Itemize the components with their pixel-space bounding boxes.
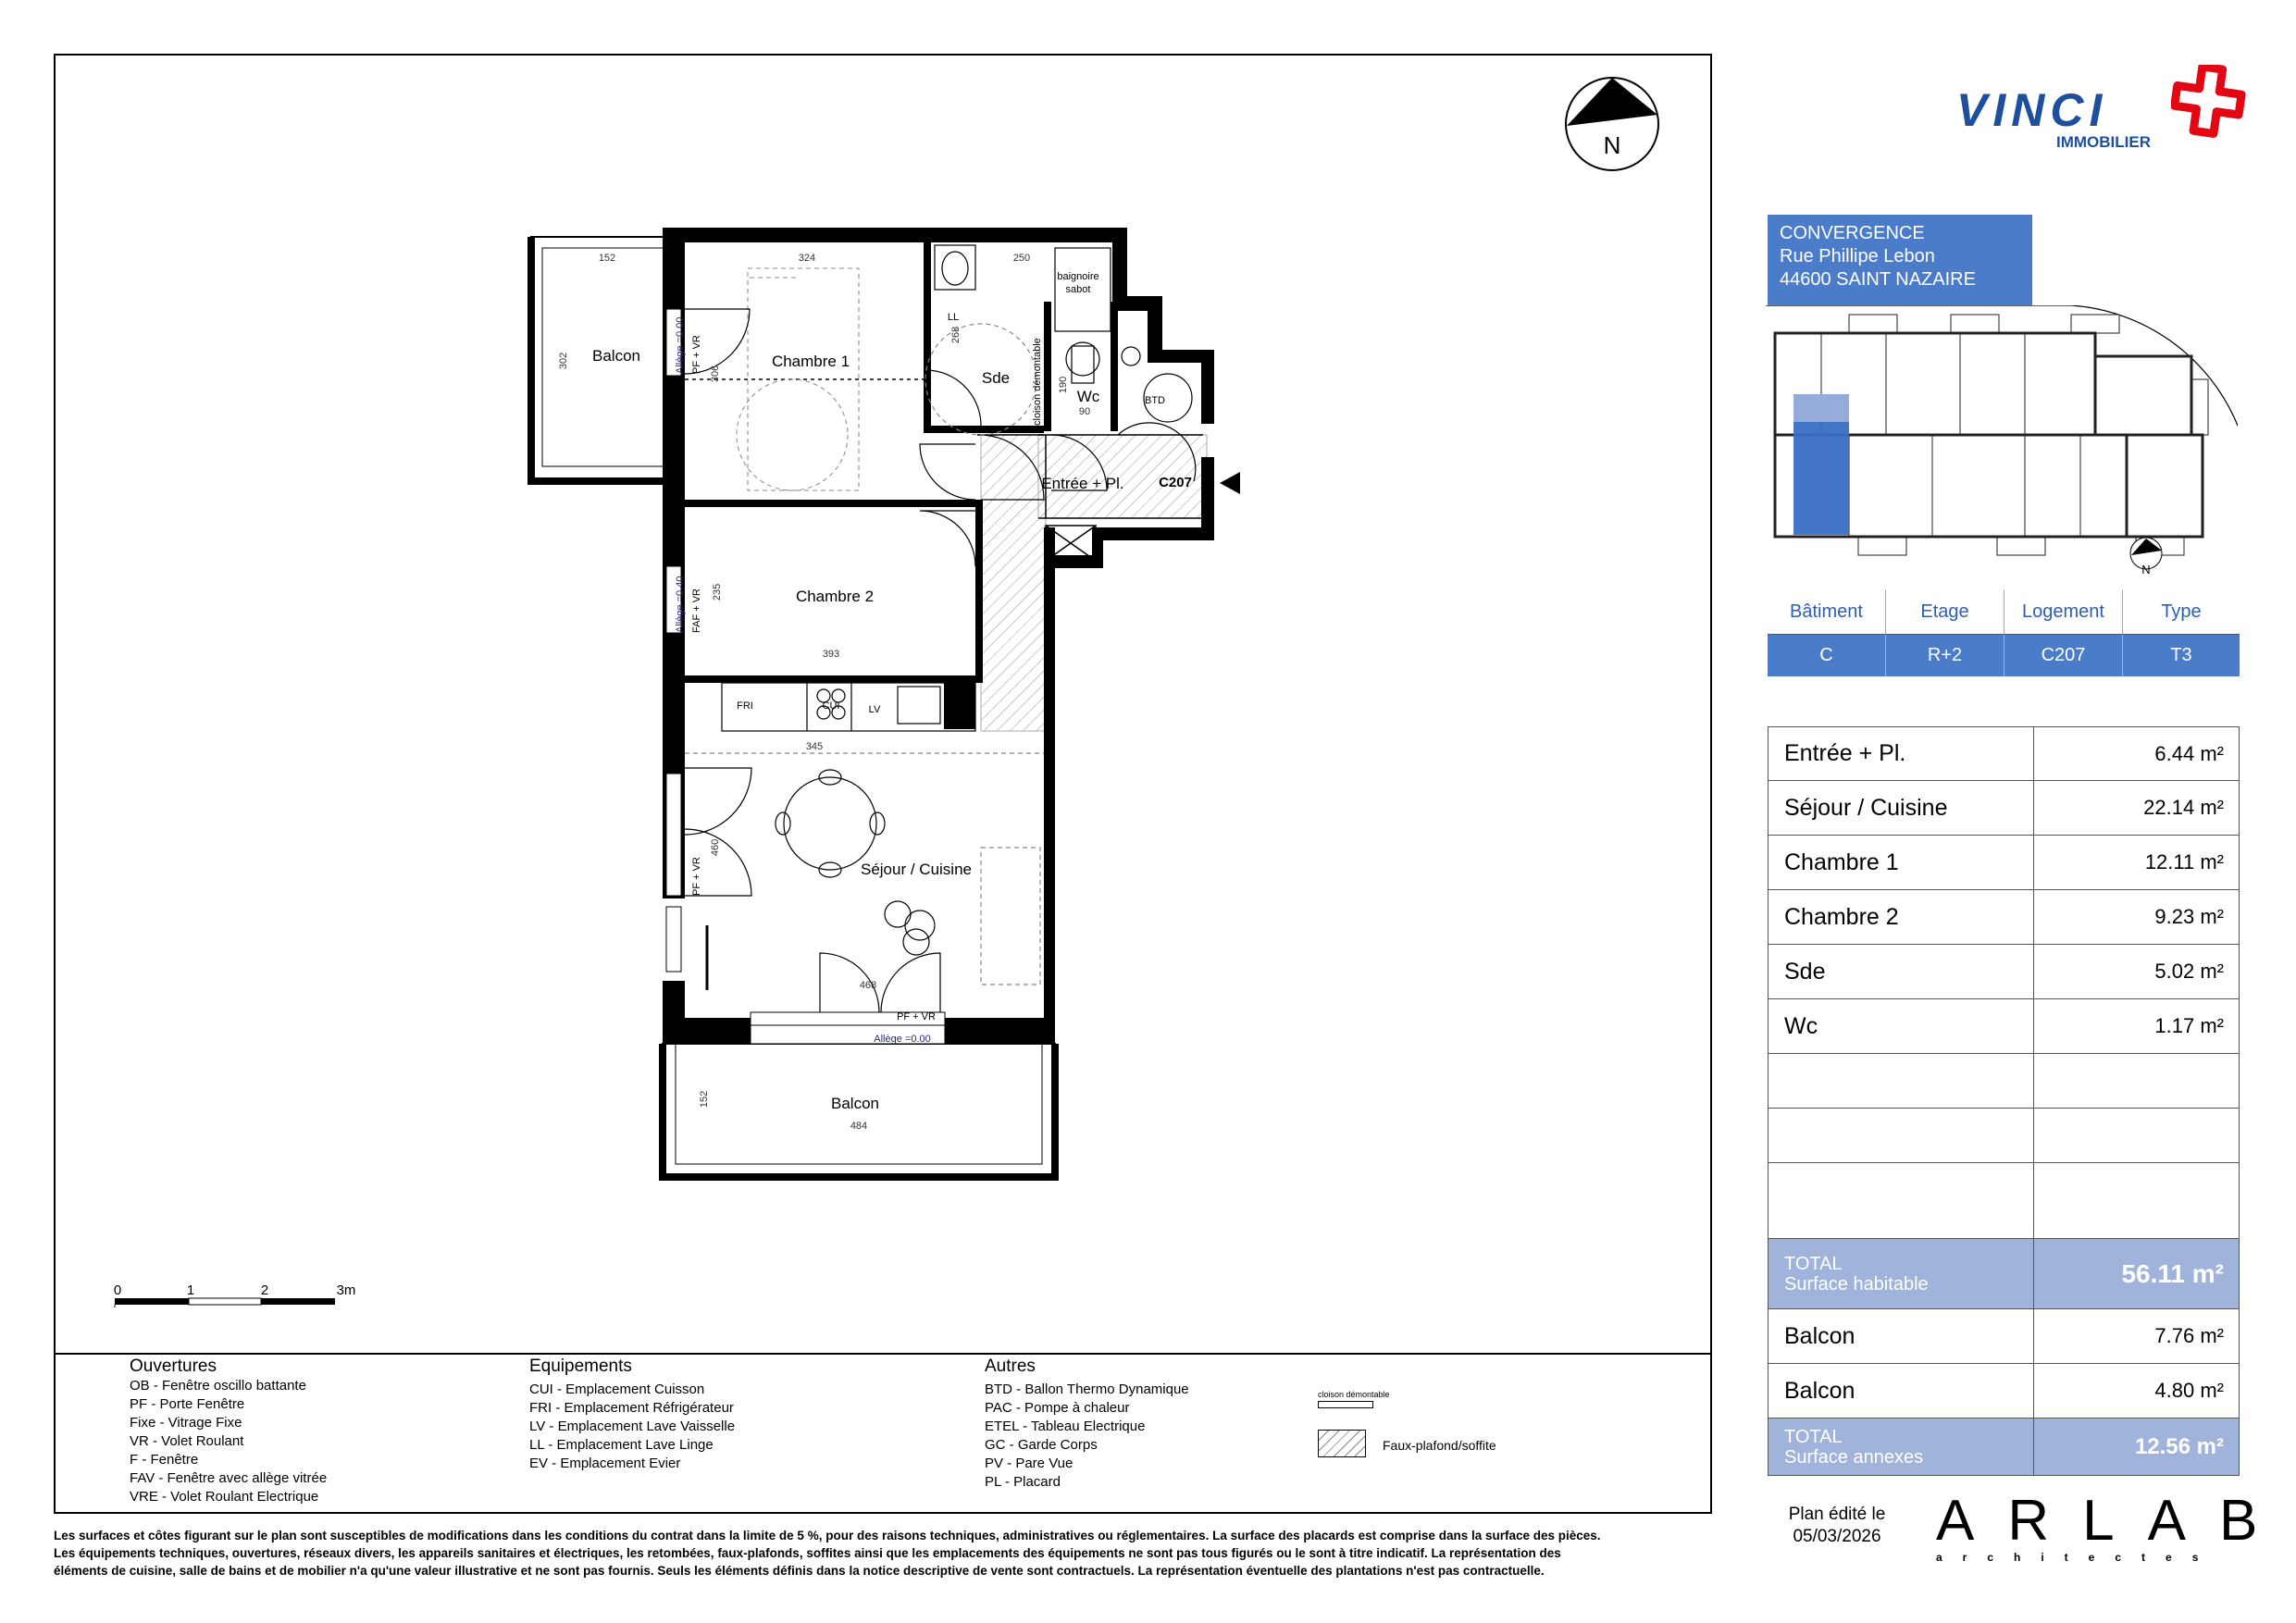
- label-allege-040: Allège =0.40: [675, 576, 686, 633]
- total-habitable-row: [1768, 1239, 2240, 1309]
- svg-text:N: N: [2141, 563, 2151, 576]
- project-street: Rue Phillipe Lebon: [1780, 246, 1935, 266]
- lot-value-type: T3: [2122, 635, 2240, 676]
- annexe-area: 4.80 m²: [2154, 1379, 2224, 1402]
- edition-date: [1768, 1504, 1906, 1548]
- kitchen: [722, 683, 975, 731]
- room-name: [1769, 1054, 2034, 1108]
- label-balcon-south: Balcon: [831, 1095, 879, 1112]
- disclaimer-line: Les surfaces et côtes figurant sur le plan sont susceptibles de modifications dans les conditions du contrat dans la limite de 5 %, pour des raisons techniques, administratives ou réglementaires. La surface des placards est comprise dans la surface des pièces.: [54, 1529, 1601, 1542]
- label-pf-vr: PF + VR: [691, 335, 702, 374]
- arlab-logo-sub: architectes: [1936, 1551, 2219, 1564]
- legend-cloison-swatch: [1318, 1401, 1373, 1408]
- label-chambre1: Chambre 1: [771, 353, 850, 370]
- annexe-name: Balcon: [1769, 1309, 2034, 1363]
- label-btd: BTD: [1145, 395, 1165, 406]
- room-area: 22.14 m²: [2143, 796, 2224, 819]
- table-row: [1768, 836, 2240, 890]
- lot-header-batiment: Bâtiment: [1790, 601, 1863, 622]
- total-habitable-label-2: Surface habitable: [1784, 1273, 1929, 1295]
- project-header: [1768, 215, 2032, 305]
- room-area: [2034, 1054, 2239, 1108]
- dim-152b: 152: [699, 1090, 710, 1109]
- project-city: 44600 SAINT NAZAIRE: [1780, 269, 1976, 290]
- room-area-table: [1768, 726, 2240, 1476]
- legend-item: F - Fenêtre: [130, 1452, 199, 1468]
- legend-item: PF - Porte Fenêtre: [130, 1396, 245, 1412]
- room-name: [1769, 1163, 2034, 1238]
- label-baignoire-2: sabot: [1065, 284, 1091, 295]
- label-sde: Sde: [981, 369, 1011, 387]
- dim-90: 90: [1078, 406, 1091, 417]
- legend-item: EV - Emplacement Evier: [529, 1456, 681, 1471]
- table-row: [1768, 1054, 2240, 1109]
- label-pf-vr-3: PF + VR: [897, 1011, 936, 1022]
- label-balcon-west: Balcon: [592, 347, 640, 365]
- project-name: CONVERGENCE: [1780, 223, 1925, 243]
- label-chambre2: Chambre 2: [795, 588, 875, 605]
- scale-2: 2: [260, 1282, 269, 1298]
- legend-equipements: [529, 1357, 735, 1473]
- label-lv: LV: [868, 704, 881, 715]
- dim-250: 250: [1012, 253, 1031, 264]
- legend-item: GC - Garde Corps: [985, 1437, 1098, 1453]
- legend-autres-title: Autres: [985, 1357, 1036, 1376]
- dim-460: 460: [710, 838, 721, 857]
- legend-item: LL - Emplacement Lave Linge: [529, 1437, 714, 1453]
- lot-header-logement: Logement: [2004, 589, 2122, 634]
- vinci-logo: [1956, 84, 2151, 152]
- scale-0: 0: [113, 1282, 122, 1298]
- north-arrow-icon: [1566, 78, 1658, 170]
- room-name: Entrée + Pl.: [1769, 727, 2034, 780]
- legend-item: PV - Pare Vue: [985, 1456, 1074, 1471]
- dim-345: 345: [805, 741, 824, 752]
- dim-324: 324: [798, 253, 816, 264]
- dim-306: 306: [710, 365, 721, 383]
- lot-value-etage: R+2: [1885, 635, 2004, 676]
- label-baignoire-1: baignoire: [1057, 271, 1099, 282]
- disclaimer-line: éléments de cuisine, salle de bains et de mobilier n'a qu'une valeur illustrative et ne sont pas fournis. Seuls les éléments définis dans la notice descriptive de vente sont contractuels. La représentation éventuelle des plantations n'est pas contractuelle.: [54, 1564, 1545, 1578]
- entrance-arrow-icon: [1220, 472, 1240, 494]
- dim-393: 393: [822, 649, 840, 660]
- disclaimer: [54, 1527, 1682, 1580]
- legend-item: FRI - Emplacement Réfrigérateur: [529, 1400, 734, 1416]
- label-lot: C207: [1159, 475, 1192, 490]
- room-area: 5.02 m²: [2154, 960, 2224, 983]
- label-allege-000: Allège =0.00: [675, 316, 686, 374]
- legend-item: CUI - Emplacement Cuisson: [529, 1381, 705, 1397]
- table-row: [1768, 945, 2240, 999]
- legend-item: FAV - Fenêtre avec allège vitrée: [130, 1470, 328, 1486]
- legend-item: PAC - Pompe à chaleur: [985, 1400, 1130, 1416]
- exterior-walls: [663, 228, 1214, 1044]
- legend-ouvertures-title: Ouvertures: [130, 1357, 217, 1376]
- legend-faux-plafond-swatch: [1318, 1430, 1366, 1457]
- room-name: Chambre 2: [1769, 890, 2034, 944]
- room-area: [2034, 1163, 2239, 1238]
- scale-1: 1: [186, 1282, 195, 1298]
- legend-ouvertures: [130, 1357, 327, 1506]
- room-name: Sde: [1769, 945, 2034, 998]
- table-row: [1768, 890, 2240, 945]
- label-cloison: cloison démontable: [1032, 338, 1043, 426]
- dim-152a: 152: [598, 253, 616, 264]
- lot-value-logement: C207: [2004, 635, 2122, 676]
- legend-item: ETEL - Tableau Electrique: [985, 1419, 1146, 1434]
- total-annexes-label-1: TOTAL: [1784, 1426, 1843, 1447]
- vinci-logo-sub: IMMOBILIER: [2056, 133, 2151, 151]
- legend-faux-plafond-label: Faux-plafond/soffite: [1383, 1438, 1496, 1453]
- dim-484: 484: [850, 1121, 868, 1132]
- scale-3: 3m: [336, 1282, 356, 1298]
- table-row: [1768, 726, 2240, 781]
- annexe-name: Balcon: [1769, 1364, 2034, 1418]
- legend-equipements-title: Equipements: [529, 1357, 632, 1376]
- room-name: [1769, 1109, 2034, 1162]
- scale-bar: [114, 1282, 356, 1307]
- total-annexes-label-2: Surface annexes: [1784, 1446, 1924, 1468]
- edition-line-2: 05/03/2026: [1793, 1527, 1881, 1546]
- vinci-logo-text: VINCI: [1956, 84, 2108, 136]
- disclaimer-line: Les équipements techniques, ouvertures, réseaux divers, les appareils sanitaires et électriques, les retombées, faux-plafonds, soffites ainsi que les emplacements des équipements ne sont pas tous figurés ou le sont à titre indicatif. La représentation des: [54, 1546, 1561, 1560]
- room-area: 12.11 m²: [2144, 850, 2224, 873]
- legend-item: Fixe - Vitrage Fixe: [130, 1415, 242, 1431]
- label-allege-000b: Allège =0.00: [874, 1034, 931, 1045]
- lot-header-etage: Etage: [1885, 589, 2004, 634]
- room-name: Wc: [1769, 999, 2034, 1053]
- legend-item: OB - Fenêtre oscillo battante: [130, 1378, 306, 1394]
- locator-map: [1766, 305, 2238, 592]
- room-area: 6.44 m²: [2154, 741, 2224, 765]
- table-row: [1768, 781, 2240, 836]
- legend-item: PL - Placard: [985, 1474, 1061, 1490]
- room-name: Chambre 1: [1769, 836, 2034, 889]
- table-row: [1768, 1309, 2240, 1364]
- north-label: N: [1603, 131, 1621, 159]
- lot-table-values: [1768, 635, 2240, 676]
- table-row: [1768, 1163, 2240, 1239]
- edition-line-1: Plan édité le: [1788, 1505, 1886, 1524]
- vinci-cross-icon: [2171, 65, 2254, 148]
- room-name: Séjour / Cuisine: [1769, 781, 2034, 835]
- total-habitable-label-1: TOTAL: [1784, 1253, 1843, 1274]
- label-pf-vr-2: PF + VR: [691, 857, 702, 896]
- room-area: [2034, 1109, 2239, 1162]
- annexe-area: 7.76 m²: [2154, 1324, 2224, 1347]
- table-row: [1768, 999, 2240, 1054]
- label-cui: CUI: [822, 700, 840, 712]
- lot-header-type: Type: [2122, 589, 2240, 634]
- label-sejour: Séjour / Cuisine: [860, 861, 973, 878]
- dim-268: 268: [950, 326, 962, 344]
- total-habitable-value: 56.11 m²: [2121, 1258, 2224, 1288]
- lot-value-batiment: C: [1819, 645, 1833, 665]
- total-annexes-row: [1768, 1419, 2240, 1476]
- legend-item: BTD - Ballon Thermo Dynamique: [985, 1381, 1189, 1397]
- legend-item: LV - Emplacement Lave Vaisselle: [529, 1419, 736, 1434]
- legend-item: VR - Volet Roulant: [130, 1433, 244, 1449]
- label-entree: Entrée + Pl.: [1041, 475, 1124, 492]
- room-area: 9.23 m²: [2154, 905, 2224, 928]
- dim-468: 468: [859, 980, 877, 991]
- lot-table-header: [1768, 589, 2240, 635]
- arlab-logo-text: ARLAB: [1936, 1489, 2291, 1553]
- dim-302: 302: [558, 352, 569, 370]
- legend-autres: [985, 1357, 1189, 1492]
- legend-cloison-label: cloison démontable: [1318, 1390, 1390, 1399]
- label-ll: LL: [947, 312, 960, 323]
- label-wc: Wc: [1076, 388, 1100, 405]
- label-faf-vr: FAF + VR: [691, 588, 702, 633]
- room-area: 1.17 m²: [2154, 1014, 2224, 1037]
- doors: [685, 309, 1196, 1012]
- dim-235: 235: [712, 583, 723, 601]
- table-row: [1768, 1109, 2240, 1163]
- total-annexes-value: 12.56 m²: [2134, 1433, 2224, 1459]
- arlab-logo: [1936, 1489, 2291, 1564]
- table-row: [1768, 1364, 2240, 1419]
- label-fri: FRI: [737, 700, 753, 712]
- dim-190: 190: [1058, 376, 1069, 394]
- legend-item: VRE - Volet Roulant Electrique: [130, 1489, 319, 1505]
